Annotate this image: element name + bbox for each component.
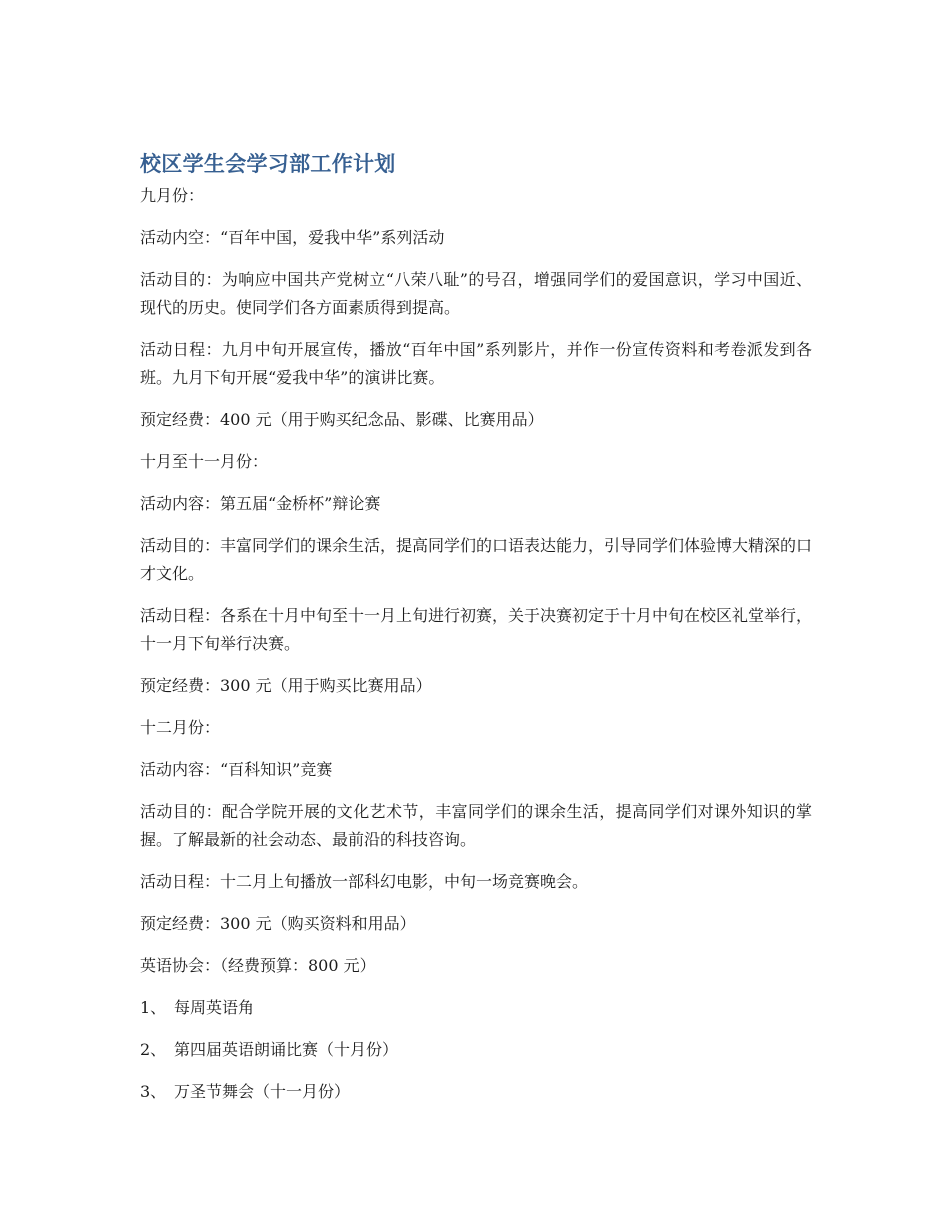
activity-content: 活动内容：第五届“金桥杯”辩论赛 xyxy=(140,494,381,513)
list-number: 1、 xyxy=(140,998,167,1017)
activity-purpose: 活动目的：为响应中国共产党树立“八荣八耻”的号召，增强同学们的爱国意识，学习中国近、现代的历史。使同学们各方面素质得到提高。 xyxy=(140,270,812,317)
month-heading-september: 九月份： xyxy=(140,186,205,205)
activity-schedule: 活动日程：九月中旬开展宣传，播放“百年中国”系列影片，并作一份宣传资料和考卷派发到各班。九月下旬开展“爱我中华”的演讲比赛。 xyxy=(140,340,812,387)
english-association-heading: 英语协会：（经费预算：800 元） xyxy=(140,956,376,975)
list-text: 第四届英语朗诵比赛（十月份） xyxy=(174,1040,399,1059)
list-item xyxy=(140,1036,812,1064)
list-text: 万圣节舞会（十一月份） xyxy=(174,1082,351,1101)
list-item xyxy=(140,1078,812,1106)
activity-schedule: 活动日程：各系在十月中旬至十一月上旬进行初赛，关于决赛初定于十月中旬在校区礼堂举行，十一月下旬举行决赛。 xyxy=(140,606,813,653)
list-number: 3、 xyxy=(140,1082,167,1101)
activity-content: 活动内容：“百科知识”竞赛 xyxy=(140,760,333,779)
month-heading-december: 十二月份： xyxy=(140,718,221,737)
list-item xyxy=(140,994,812,1022)
activity-budget: 预定经费：300 元（购买资料和用品） xyxy=(140,914,416,933)
activity-budget: 预定经费：300 元（用于购买比赛用品） xyxy=(140,676,432,695)
month-heading-october-november: 十月至十一月份： xyxy=(140,452,269,471)
activity-purpose: 活动目的：丰富同学们的课余生活，提高同学们的口语表达能力，引导同学们体验博大精深的口才文化。 xyxy=(140,536,813,583)
activity-schedule: 活动日程：十二月上旬播放一部科幻电影，中旬一场竞赛晚会。 xyxy=(140,872,589,891)
list-number: 2、 xyxy=(140,1040,167,1059)
list-text: 每周英语角 xyxy=(174,998,255,1017)
document-title: 校区学生会学习部工作计划 xyxy=(140,152,396,176)
activity-budget: 预定经费：400 元（用于购买纪念品、影碟、比赛用品） xyxy=(140,410,544,429)
activity-content: 活动内空：“百年中国，爱我中华”系列活动 xyxy=(140,228,445,247)
activity-purpose: 活动目的：配合学院开展的文化艺术节，丰富同学们的课余生活，提高同学们对课外知识的掌握。了解最新的社会动态、最前沿的科技咨询。 xyxy=(140,802,812,849)
document-body xyxy=(140,148,812,1120)
